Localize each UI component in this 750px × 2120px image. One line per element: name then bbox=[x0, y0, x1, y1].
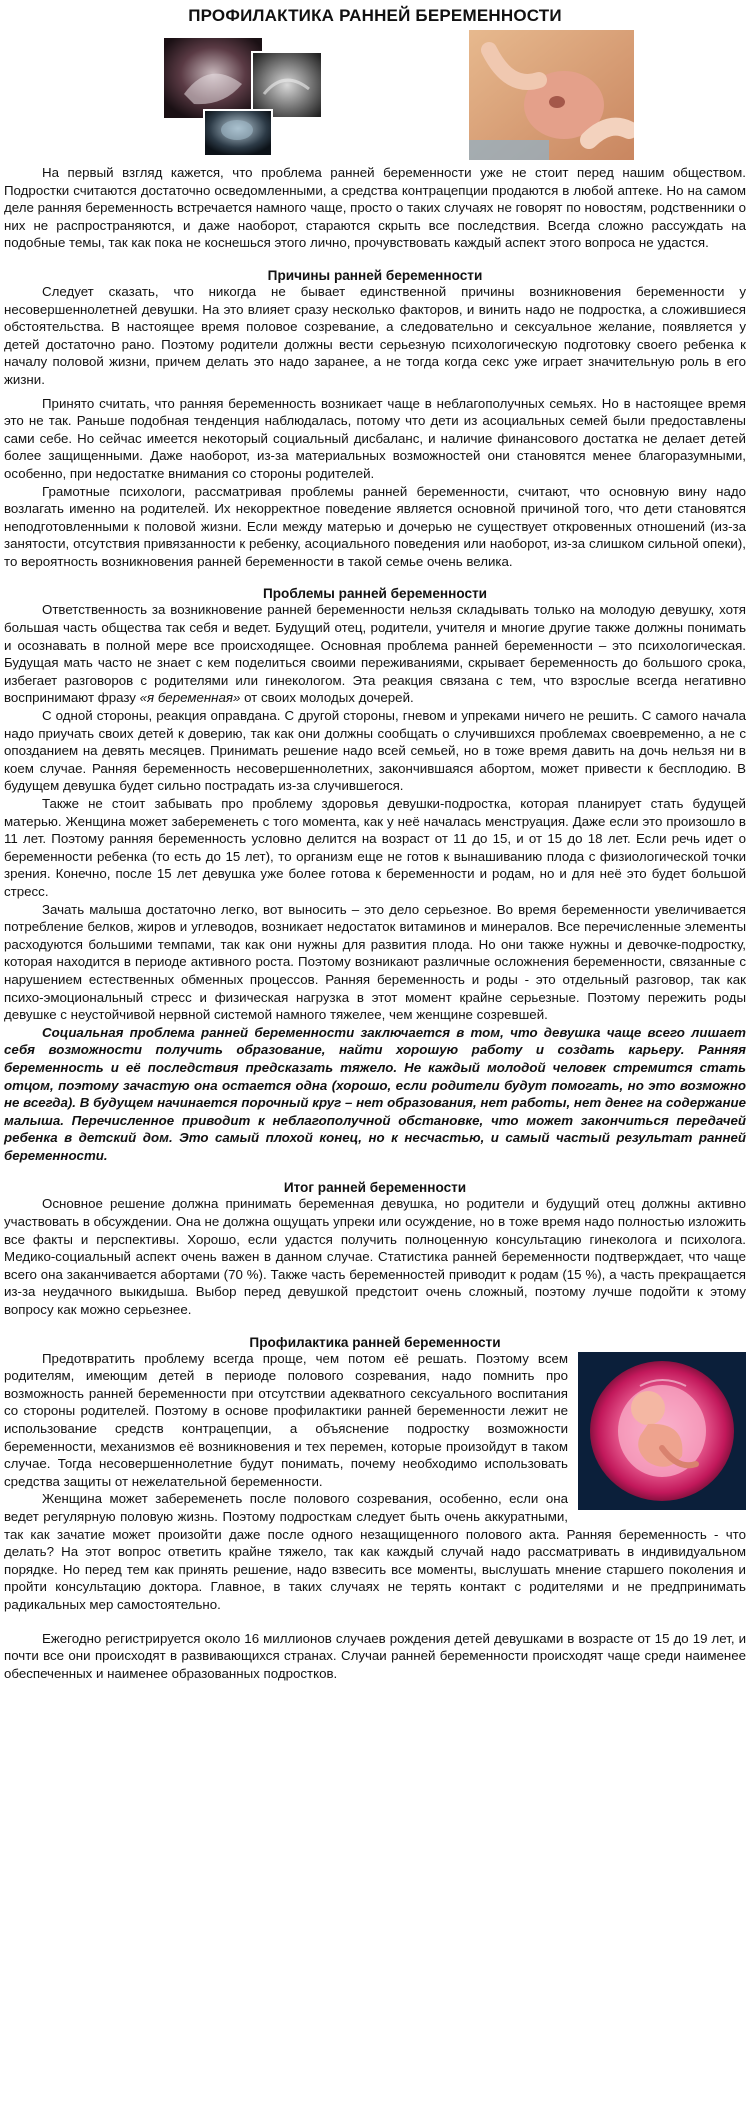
fetus-image bbox=[578, 1352, 746, 1510]
problems-p1-phrase: «я беременная» bbox=[139, 690, 241, 706]
problems-p1-text: Ответственность за возникновение ранней беременности нельзя складывать только на молодую девушку, хотя большая часть общества так себя и ведет. Будущий отец, родители, учителя и многие другие также должны понимать и осознавать в полной мере все происходящее. Основная проблема ранней беременности – это психологическая. Будущая мать часто не знает с кем поделиться своими переживаниями, скрывает беременность до большого срока, избегает разговоров с родителями или гинекологом. Эта реакция связана с тем, что взрослые всегда негативно воспринимают фразу bbox=[4, 602, 746, 706]
header-images bbox=[4, 30, 746, 164]
intro-paragraph: На первый взгляд кажется, что проблема ранней беременности уже не стоит перед нашим обществом. Подростки считаются достаточно осведомленными, а средства контрацепции продаются в любой аптеке. Но на самом деле ранняя беременность встречается намного чаще, просто о таких случаях не говорят по новостям, родственники о них не распространяются, и даже наоборот, стараются скрыть все последствия. Всегда сложно рассуждать на подобные темы, так как пока не коснешься этого лично, прочувствовать каждый аспект этого вопроса не удастся. bbox=[4, 165, 746, 251]
prevention-paragraph-1: Предотвратить проблему всегда проще, чем потом её решать. Поэтому всем родителям, имеющим детей в периоде полового созревания, надо помнить про возможность ранней беременности при отсутствии адекватного сексуального воспитания со стороны родителей. Поэтому в основе профилактики ранней беременности лежит не использование средств контрацепции, а объяснение подростку возможности беременности, механизмов её возникновения и тех перемен, которые произойдут в таком случае. Тогда несовершеннолетние будут понимать, почему необходимо использовать средства защиты от нежелательной беременности. bbox=[4, 1350, 568, 1489]
prevention-heading: Профилактика ранней беременности bbox=[249, 1334, 501, 1350]
result-heading: Итог ранней беременности bbox=[283, 1180, 467, 1196]
result-paragraph-1: Основное решение должна принимать беременная девушка, но родители и будущий отец должны активно участвовать в обсуждении. Она не должна ощущать упреки или осуждение, но в тоже время надо полностью изложить все факты и перспективы. Хорошо, если удастся получить полноценную консультацию гинеколога и психолога. Медико-социальный аспект очень важен в данном случае. Статистика ранней беременности подтверждает, что чаще всего она заканчивается абортами (70 %). Также часть беременностей приводит к родам (15 %), а часть прекращается из-за неудачного выкидыша. Выбор перед девушкой предстоит очень сложный, поэтому лучше подойти к этому вопросу как можно серьезнее. bbox=[4, 1196, 746, 1318]
ultrasound-collage-image bbox=[164, 34, 324, 156]
causes-paragraph-2: Принято считать, что ранняя беременность возникает чаще в неблагополучных семьях. Но в настоящее время это не так. Раньше подобная тенденция наблюдалась, потому что дети из асоциальных семей были предоставлены сами себе. Но сейчас имеется некоторый социальный дисбаланс, и наличие финансового достатка не делает детей более защищенными. Даже наоборот, из-за материальных возможностей они становятся менее благоразумными, особенно, при недостатке внимания со стороны родителей. bbox=[4, 395, 746, 481]
causes-heading: Причины ранней беременности bbox=[267, 267, 483, 283]
problems-paragraph-1 bbox=[4, 601, 746, 707]
problems-p1-tail: от своих молодых дочерей. bbox=[240, 690, 414, 706]
closing-paragraph: Ежегодно регистрируется около 16 миллионов случаев рождения детей девушками в возрасте от 15 до 19 лет, и почти все они происходят в развивающихся странах. Случаи ранней беременности происходят чаще среди наименее обеспеченных и наименее образованных подростков. bbox=[4, 1630, 746, 1681]
problems-paragraph-5: Социальная проблема ранней беременности заключается в том, что девушка чаще всего лишает себя возможности получить образование, найти хорошую работу и создать карьеру. Ранняя беременность и её последствия предсказать тяжело. Не каждый молодой человек стремится стать отцом, поэтому зачастую она остается одна (хорошо, если родители будут помогать, но это возможно не всегда). В будущем начинается порочный круг – нет образования, нет работы, нет денег на содержание малыша. Перечисленное приводит к неблагополучной обстановке, что может закончиться передачей ребенка в детский дом. Это самый плохой конец, но к несчастью, и самый частый результат ранней беременности. bbox=[4, 1024, 746, 1163]
newborn-image bbox=[469, 30, 634, 160]
causes-paragraph-1: Следует сказать, что никогда не бывает единственной причины возникновения беременности у несовершеннолетней девушки. На это влияет сразу несколько факторов, и винить надо не подростка, а сложившиеся обстоятельства. В настоящее время половое созревание, а следовательно и сексуальное желание, появляется у детей достаточно рано. Поэтому родители должны вести серьезную психологическую подготовку своего ребенка к началу половой жизни, причем делать это надо заранее, а не тогда когда секс уже играет значительную роль в его жизни. bbox=[4, 283, 746, 387]
prevention-paragraph-2: Женщина может забеременеть после полового созревания, особенно, если она ведет регулярную половую жизнь. Поэтому подросткам следует быть очень аккуратными, так как зачатие может произойти даже после одного незащищенного полового акта. Ранняя беременность - что делать? На этот вопрос ответить крайне тяжело, так как каждый случай надо рассматривать в индивидуальном порядке. Но перед тем как принять решение, надо взвесить все моменты, выслушать мнение старшего поколения и пройти консультацию доктора. Главное, в таких случаях не терять контакт с родителями и не предпринимать радикальных мер самостоятельно. bbox=[4, 1491, 746, 1612]
page-title: ПРОФИЛАКТИКА РАННЕЙ БЕРЕМЕННОСТИ bbox=[188, 6, 562, 25]
causes-paragraph-3: Грамотные психологи, рассматривая проблемы ранней беременности, считают, что основную вину надо возлагать именно на родителей. Их некорректное поведение является основной причиной того, что дети становятся неподготовленными к половой жизни. Если между матерью и дочерью не существует откровенных отношений (из-за занятости, отсутствия привязанности к ребенку, асоциального поведения или наоборот, из-за слишком сильной опеки), то вероятность возникновения ранней беременности в такой семье очень велика. bbox=[4, 483, 746, 569]
problems-paragraph-3: Также не стоит забывать про проблему здоровья девушки-подростка, которая планирует стать будущей матерью. Женщина может забеременеть с того момента, как у неё началась менструация. Даже если это произошло в 11 лет. Поэтому ранняя беременность условно делится на возраст от 11 до 15, и от 15 до 18 лет. Если речь идет о беременности ребенка (то есть до 15 лет), то организм еще не готов к вынашиванию плода с физиологической точки зрения. Конечно, после 15 лет девушка уже более готова к беременности и родам, но и для неё это будет большой стресс. bbox=[4, 796, 746, 899]
problems-paragraph-2: С одной стороны, реакция оправдана. С другой стороны, гневом и упреками ничего не решить. С самого начала надо приучать своих детей к доверию, так как они должны сообщать о случившихся проблемах своевременно, а не с опозданием на девять месяцев. Принимать решение надо всей семьей, но в тоже время давить на дочь нельзя ни в коем случае. Ранняя беременность несовершеннолетних, закончившаяся абортом, может привести к бесплодию. В будущем девушка будет сильно пострадать из-за случившегося. bbox=[4, 708, 746, 794]
problems-paragraph-4: Зачать малыша достаточно легко, вот выносить – это дело серьезное. Во время беременности увеличивается потребление белков, жиров и углеводов, возникает недостаток витаминов и минералов. Все перечисленные элементы расходуются большими темпами, так как они нужны для развития плода. Но они также нужны и девочке-подростку, которая находится в периоде активного роста. Поэтому возникают различные осложнения беременности, связанные с нарушением естественных обменных процессов. Ранняя беременность и роды - это отдельный разговор, так как психо-эмоциональный стресс и физическая нагрузка в этот момент крайне серьезные. Поэтому пережить роды девушке с неустойчивой нервной системой намного тяжелее, чем женщине созревшей. bbox=[4, 901, 746, 1023]
problems-heading: Проблемы ранней беременности bbox=[262, 586, 488, 602]
article bbox=[4, 0, 746, 1682]
